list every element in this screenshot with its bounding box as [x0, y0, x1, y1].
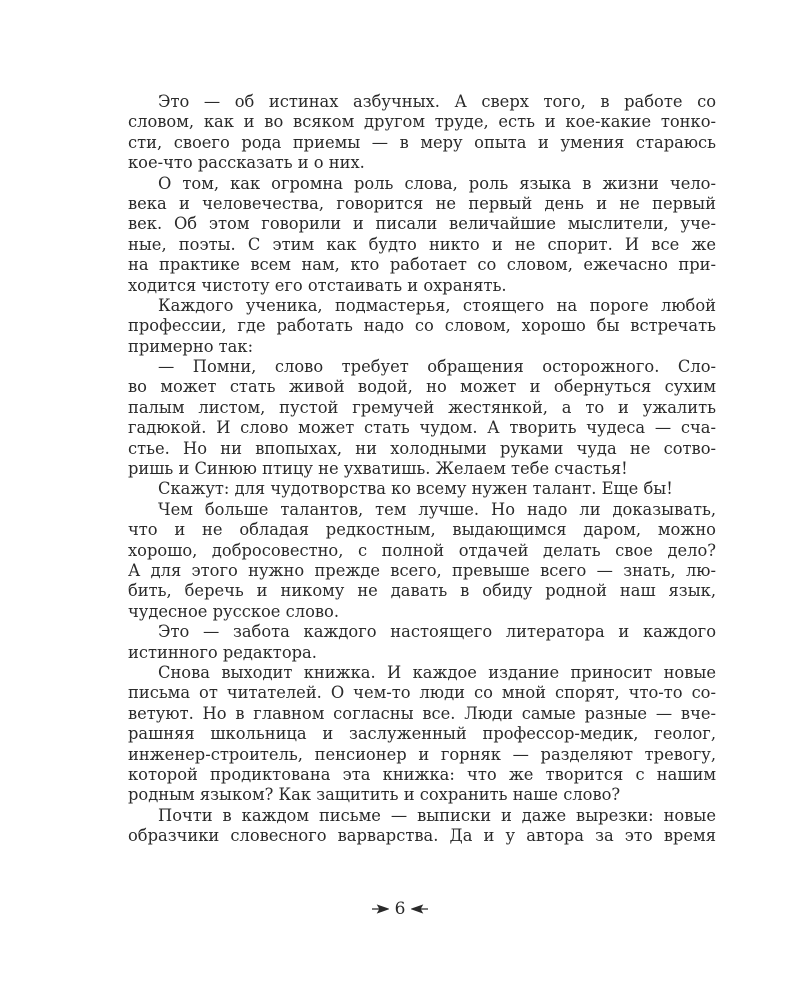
text-line: хорошо, добросовестно, с полной отдачей делать свое дело?	[128, 540, 716, 560]
text-line: Каждого ученика, подмастерья, стоящего на пороге любой	[158, 295, 716, 315]
text-line: словом, как и во всяком другом труде, есть и кое-какие тонко-	[128, 112, 716, 132]
text-line: истинного редактора.	[128, 642, 317, 662]
text-line: на практике всем нам, кто работает со словом, ежечасно при-	[128, 255, 716, 275]
text-line: во может стать живой водой, но может и обернуться сухим	[128, 377, 716, 397]
page-footer	[0, 898, 800, 919]
text-line: бить, беречь и никому не давать в обиду родной наш язык,	[128, 581, 716, 601]
left-ornament-icon	[371, 904, 389, 914]
text-line: рашняя школьница и заслуженный профессор-медик, геолог,	[128, 724, 716, 744]
text-line: век. Об этом говорили и писали величайшие мыслители, уче-	[128, 214, 716, 234]
text-line: Снова выходит книжка. И каждое издание приносит новые	[158, 662, 716, 682]
text-line: гадюкой. И слово может стать чудом. А творить чудеса — сча-	[128, 418, 716, 438]
text-line: Скажут: для чудотворства ко всему нужен талант. Еще бы!	[158, 479, 673, 499]
text-line: палым листом, пустой гремучей жестянкой, а то и ужалить	[128, 397, 716, 417]
text-line: ходится чистоту его отстаивать и охранять.	[128, 275, 507, 295]
text-line: сти, своего рода приемы — в меру опыта и умения стараюсь	[128, 132, 716, 152]
text-line: ные, поэты. С этим как будто никто и не спорит. И все же	[128, 234, 716, 254]
text-line: что и не обладая редкостным, выдающимся даром, можно	[128, 520, 716, 540]
text-line: стье. Но ни впопыхах, ни холодными руками чуда не сотво-	[128, 438, 716, 458]
right-ornament-icon	[411, 904, 429, 914]
page-number: 6	[394, 898, 406, 919]
text-line: Это — об истинах азбучных. А сверх того, в работе со	[158, 92, 716, 111]
text-line: — Помни, слово требует обращения осторожного. Сло-	[158, 357, 716, 377]
text-line: образчики словесного варварства. Да и у автора за это время	[128, 826, 716, 846]
text-line: профессии, где работать надо со словом, хорошо бы встречать	[128, 316, 716, 336]
text-line: которой продиктована эта книжка: что же творится с нашим	[128, 764, 716, 784]
text-line: ришь и Синюю птицу не ухватишь. Желаем тебе счастья!	[128, 459, 628, 479]
text-line: инженер-строитель, пенсионер и горняк — разделяют тревогу,	[128, 744, 716, 764]
text-line: А для этого нужно прежде всего, превыше всего — знать, лю-	[128, 560, 716, 580]
text-line: века и человечества, говорится не первый день и не первый	[128, 193, 716, 213]
text-line: ветуют. Но в главном согласны все. Люди самые разные — вче-	[128, 703, 716, 723]
text-line: кое-что рассказать и о них.	[128, 153, 365, 173]
text-line: Почти в каждом письме — выписки и даже вырезки: новые	[158, 805, 716, 825]
text-line: родным языком? Как защитить и сохранить наше слово?	[128, 785, 621, 805]
text-line: примерно так:	[128, 336, 254, 356]
text-line: О том, как огромна роль слова, роль языка в жизни чело-	[158, 173, 716, 193]
body-text	[128, 92, 716, 846]
text-line: чудесное русское слово.	[128, 601, 340, 621]
text-line: Это — забота каждого настоящего литератора и каждого	[158, 622, 716, 642]
text-line: Чем больше талантов, тем лучше. Но надо ли доказывать,	[158, 499, 716, 519]
text-line: письма от читателей. О чем-то люди со мной спорят, что-то со-	[128, 683, 716, 703]
